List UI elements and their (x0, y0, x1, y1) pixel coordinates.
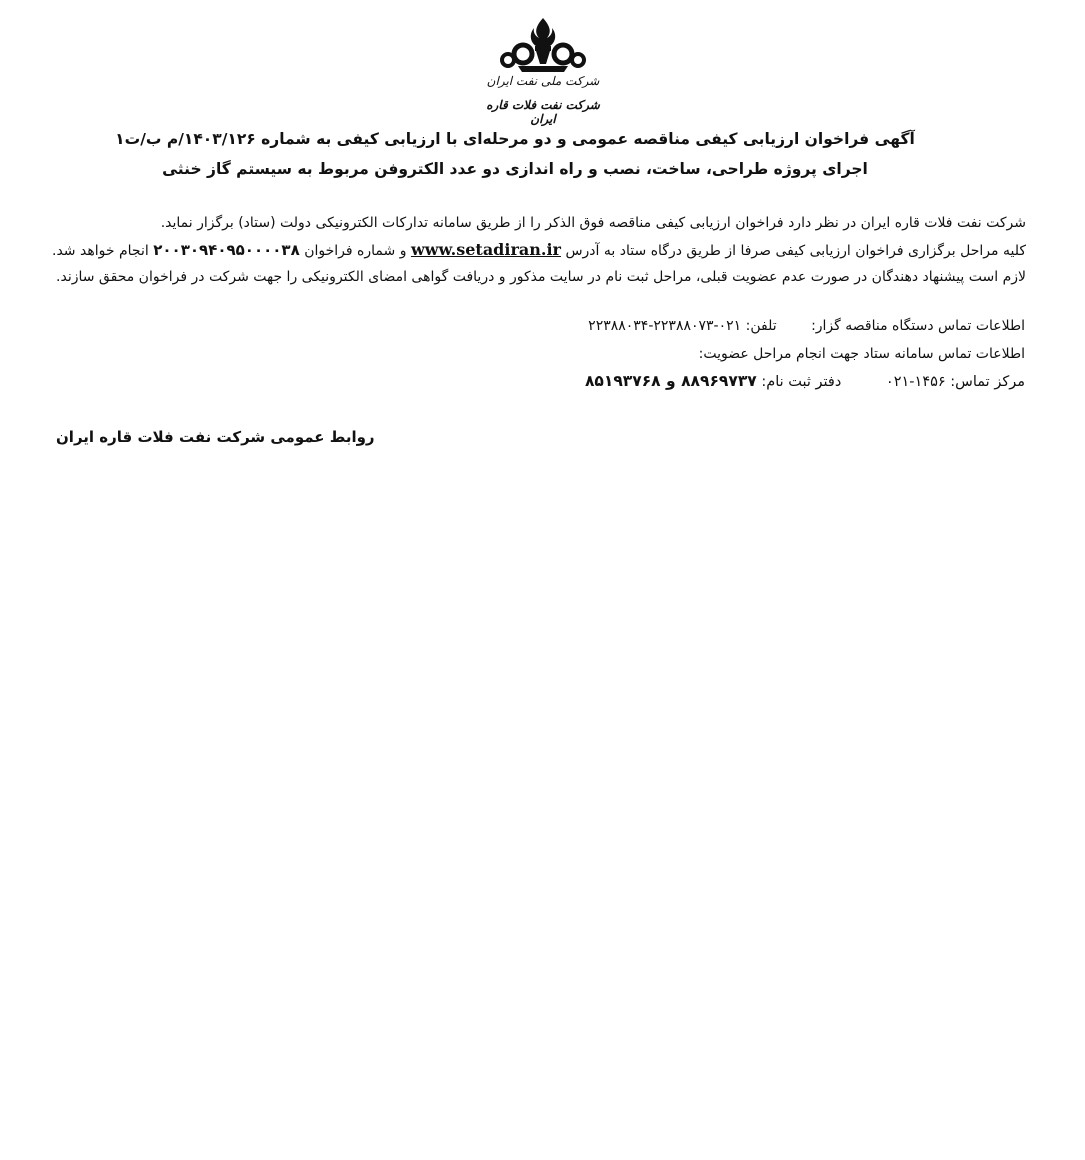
setad-contact-line (585, 372, 1025, 390)
body-paragraph-2-part-2: و شماره فراخوان (304, 242, 407, 259)
registration-label: دفتر ثبت نام: (761, 374, 842, 390)
body-paragraph-2 (52, 237, 1026, 291)
announcement-subtitle: اجرای پروژه طراحی، ساخت، نصب و راه اندازی دو عدد الکتروفن مربوط به سیستم گاز خنثی (162, 160, 868, 178)
center-contact: مرکز تماس: ۱۴۵۶-۰۲۱ (885, 374, 1025, 390)
setad-contact-label: اطلاعات تماس سامانه ستاد جهت انجام مراحل عضویت: (698, 346, 1025, 362)
tender-contact-label: اطلاعات تماس دستگاه مناقصه گزار: (811, 318, 1025, 334)
announcement-title: آگهی فراخوان ارزیابی کیفی مناقصه عمومی و دو مرحله‌ای با ارزیابی کیفی به شماره ۱۴۰۳/۱۲۶/م ب/ت۱ (115, 130, 915, 148)
logo-caption-iooc: شرکت نفت فلات قاره ایران (486, 98, 600, 126)
logo-caption-nioc: شرکت ملی نفت ایران (486, 74, 600, 88)
announcement-body (52, 210, 1026, 291)
body-paragraph-1: شرکت نفت فلات قاره ایران در نظر دارد فراخوان ارزیابی کیفی مناقصه فوق الذکر را از طریق سامانه تدارکات الکترونیکی دولت (ستاد) برگزار نماید. (160, 215, 1026, 231)
tender-phone: تلفن: ۰۲۱-۲۲۳۸۸۰۷۳-۲۲۳۸۸۰۳۴ (588, 318, 777, 334)
tender-contact-line (588, 318, 1025, 334)
registration-numbers: ۸۸۹۶۹۷۳۷ و ۸۵۱۹۳۷۶۸ (584, 372, 757, 390)
body-paragraph-2-part-3: انجام خواهد شد. لازم است پیشنهاد دهندگان در صورت عدم عضویت قبلی، مراحل ثبت نام در سایت مذکور و دریافت گواهی امضای الکترونیکی را جهت شرکت در فراخوان محقق سازند. (52, 242, 1026, 285)
body-paragraph-2-part-1: کلیه مراحل برگزاری فراخوان ارزیابی کیفی صرفا از طریق درگاه ستاد به آدرس (565, 242, 1027, 259)
company-logo (478, 14, 608, 124)
nioc-emblem-icon (478, 14, 608, 76)
public-relations-signature: روابط عمومی شرکت نفت فلات قاره ایران (56, 428, 375, 446)
setad-website-link[interactable]: www.setadiran.ir (410, 239, 561, 259)
call-number: ۲۰۰۳۰۹۴۰۹۵۰۰۰۰۳۸ (153, 240, 300, 259)
